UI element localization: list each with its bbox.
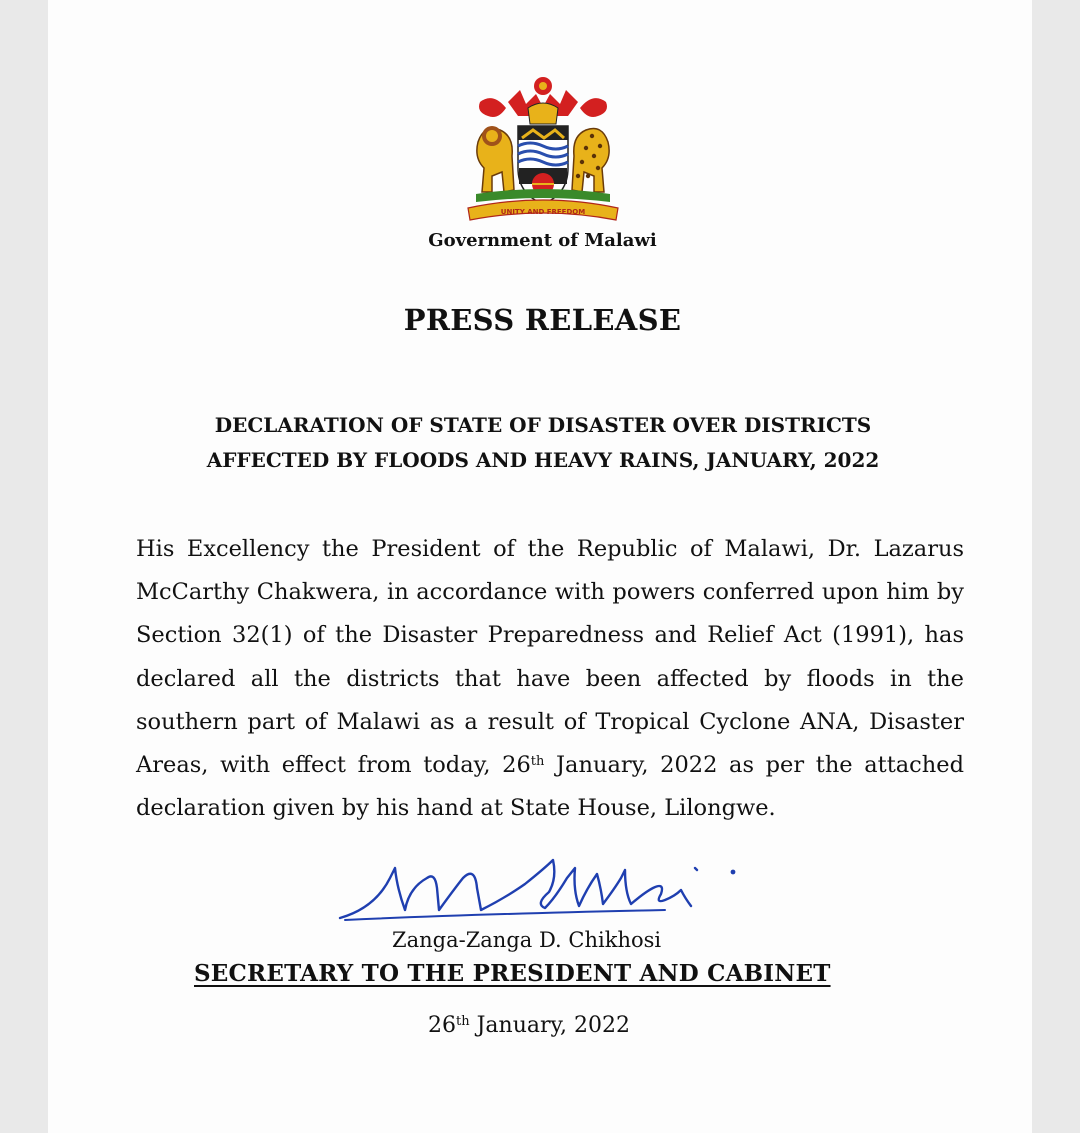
release-date bbox=[428, 1013, 630, 1038]
date-day: 26 bbox=[428, 1013, 456, 1038]
subject-heading bbox=[120, 408, 966, 478]
subject-line-2: AFFECTED BY FLOODS AND HEAVY RAINS, JANUARY, 2022 bbox=[206, 448, 880, 472]
body-paragraph bbox=[136, 528, 964, 830]
signatory-title: SECRETARY TO THE PRESIDENT AND CABINET bbox=[194, 960, 831, 987]
body-ordinal-suffix: th bbox=[530, 754, 545, 770]
subject-line-1: DECLARATION OF STATE OF DISASTER OVER DISTRICTS bbox=[214, 413, 872, 437]
signatory-name: Zanga-Zanga D. Chikhosi bbox=[392, 928, 662, 952]
body-part-1: His Excellency the President of the Republic of Malawi, Dr. Lazarus McCarthy Chakwera, in accordance with powers conferred upon him by Section 32(1) of the Disaster Preparedness and Relief Act (1991), has declared all the districts that have been affected by floods in the southern part of Malawi as a result of Tropical Cyclone ANA, Disaster Areas, with effect from today, 26 bbox=[136, 536, 964, 779]
crest-motto: UNITY AND FREEDOM bbox=[500, 208, 586, 216]
issuer-name: Government of Malawi bbox=[428, 230, 657, 251]
malawi-coat-of-arms-icon bbox=[458, 72, 628, 222]
body-part-2: January, 2022 as per the attached declaration given by his hand at State House, Lilongwe. bbox=[136, 752, 964, 822]
document-type-heading: PRESS RELEASE bbox=[403, 303, 682, 337]
handwritten-signature-icon bbox=[335, 848, 745, 938]
date-rest: January, 2022 bbox=[469, 1013, 630, 1038]
date-ordinal-suffix: th bbox=[456, 1014, 470, 1029]
